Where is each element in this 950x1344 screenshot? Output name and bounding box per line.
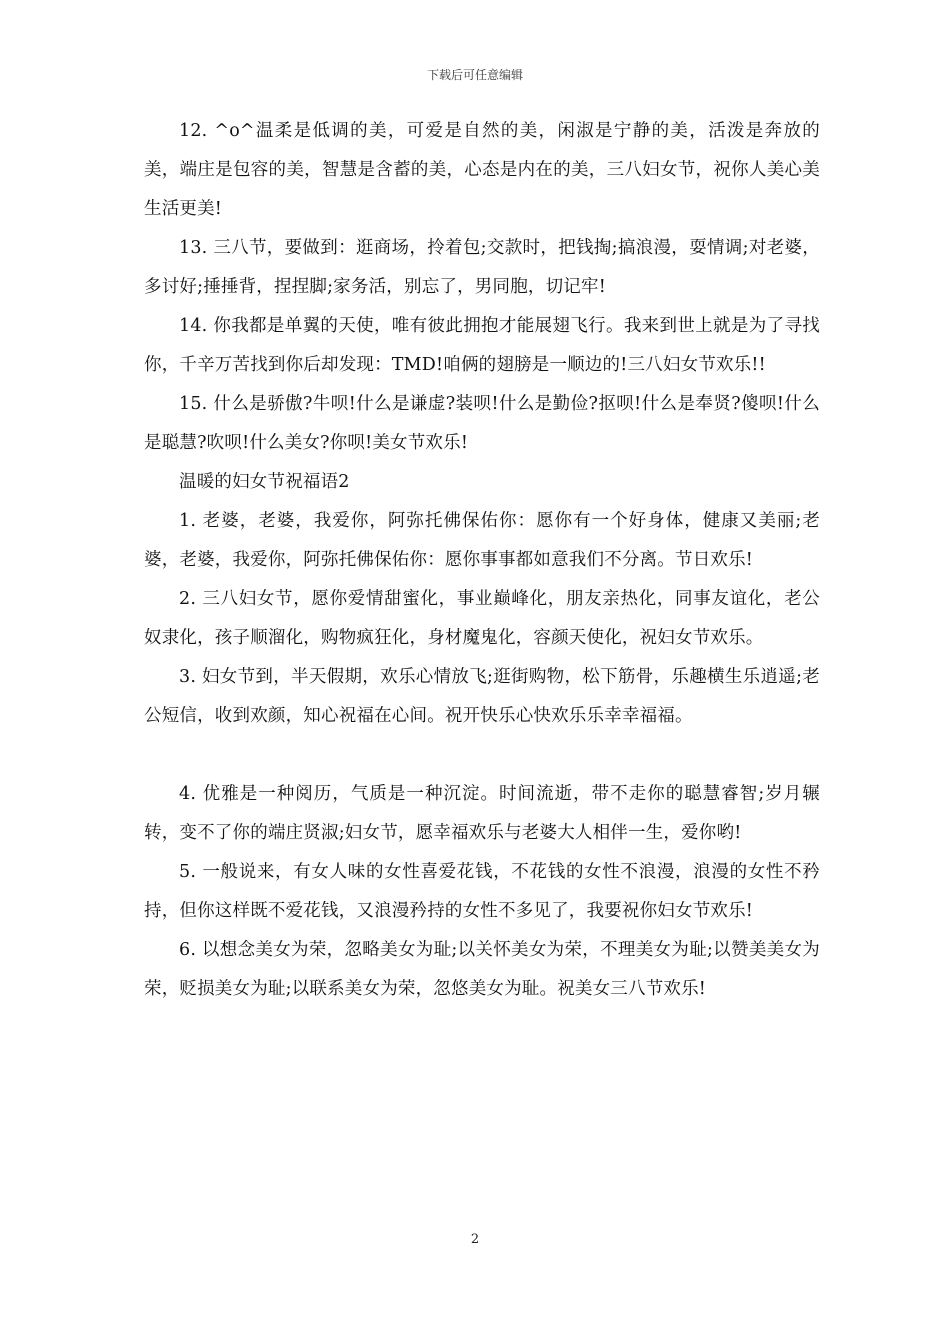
paragraph-3: 3. 妇女节到，半天假期，欢乐心情放飞;逛街购物，松下筋骨，乐趣横生乐逍遥;老公短信，收到欢颜，知心祝福在心间。祝开快乐心快欢乐乐幸幸福福。 (144, 667, 820, 726)
paragraph-2: 2. 三八妇女节，愿你爱情甜蜜化，事业巅峰化，朋友亲热化，同事友谊化，老公奴隶化，孩子顺溜化，购物疯狂化，身材魔鬼化，容颜天使化，祝妇女节欢乐。 (144, 589, 820, 648)
paragraph-4: 4. 优雅是一种阅历，气质是一种沉淀。时间流逝，带不走你的聪慧睿智;岁月辗转，变不了你的端庄贤淑;妇女节，愿幸福欢乐与老婆大人相伴一生，爱你哟! (144, 784, 820, 843)
page-number: 2 (470, 1232, 480, 1247)
page-header: 下载后可任意编辑 (426, 68, 523, 82)
paragraph-13: 13. 三八节，要做到：逛商场，拎着包;交款时，把钱掏;搞浪漫，耍情调;对老婆，多讨好;捶捶背，捏捏脚;家务活，别忘了，男同胞，切记牢! (144, 238, 820, 297)
paragraph-6: 6. 以想念美女为荣，忽略美女为耻;以关怀美女为荣，不理美女为耻;以赞美美女为荣，贬损美女为耻;以联系美女为荣，忽悠美女为耻。祝美女三八节欢乐! (144, 940, 820, 999)
document-body (144, 112, 820, 1009)
paragraph-12: 12. ^o^温柔是低调的美，可爱是自然的美，闲淑是宁静的美，活泼是奔放的美，端庄是包容的美，智慧是含蓄的美，心态是内在的美，三八妇女节，祝你人美心美生活更美! (144, 121, 820, 219)
section-heading: 温暖的妇女节祝福语2 (179, 472, 350, 492)
paragraph-14: 14. 你我都是单翼的天使，唯有彼此拥抱才能展翅飞行。我来到世上就是为了寻找你，千辛万苦找到你后却发现：TMD!咱俩的翅膀是一顺边的!三八妇女节欢乐!! (144, 316, 820, 375)
paragraph-5: 5. 一般说来，有女人味的女性喜爱花钱，不花钱的女性不浪漫，浪漫的女性不矜持，但你这样既不爱花钱，又浪漫矜持的女性不多见了，我要祝你妇女节欢乐! (144, 862, 820, 921)
paragraph-1: 1. 老婆，老婆，我爱你，阿弥托佛保佑你：愿你有一个好身体，健康又美丽;老婆，老婆，我爱你，阿弥托佛保佑你：愿你事事都如意我们不分离。节日欢乐! (144, 511, 820, 570)
blank-line (144, 736, 820, 775)
paragraph-15: 15. 什么是骄傲?牛呗!什么是谦虚?装呗!什么是勤俭?抠呗!什么是奉贤?傻呗!什么是聪慧?吹呗!什么美女?你呗!美女节欢乐! (144, 394, 820, 453)
